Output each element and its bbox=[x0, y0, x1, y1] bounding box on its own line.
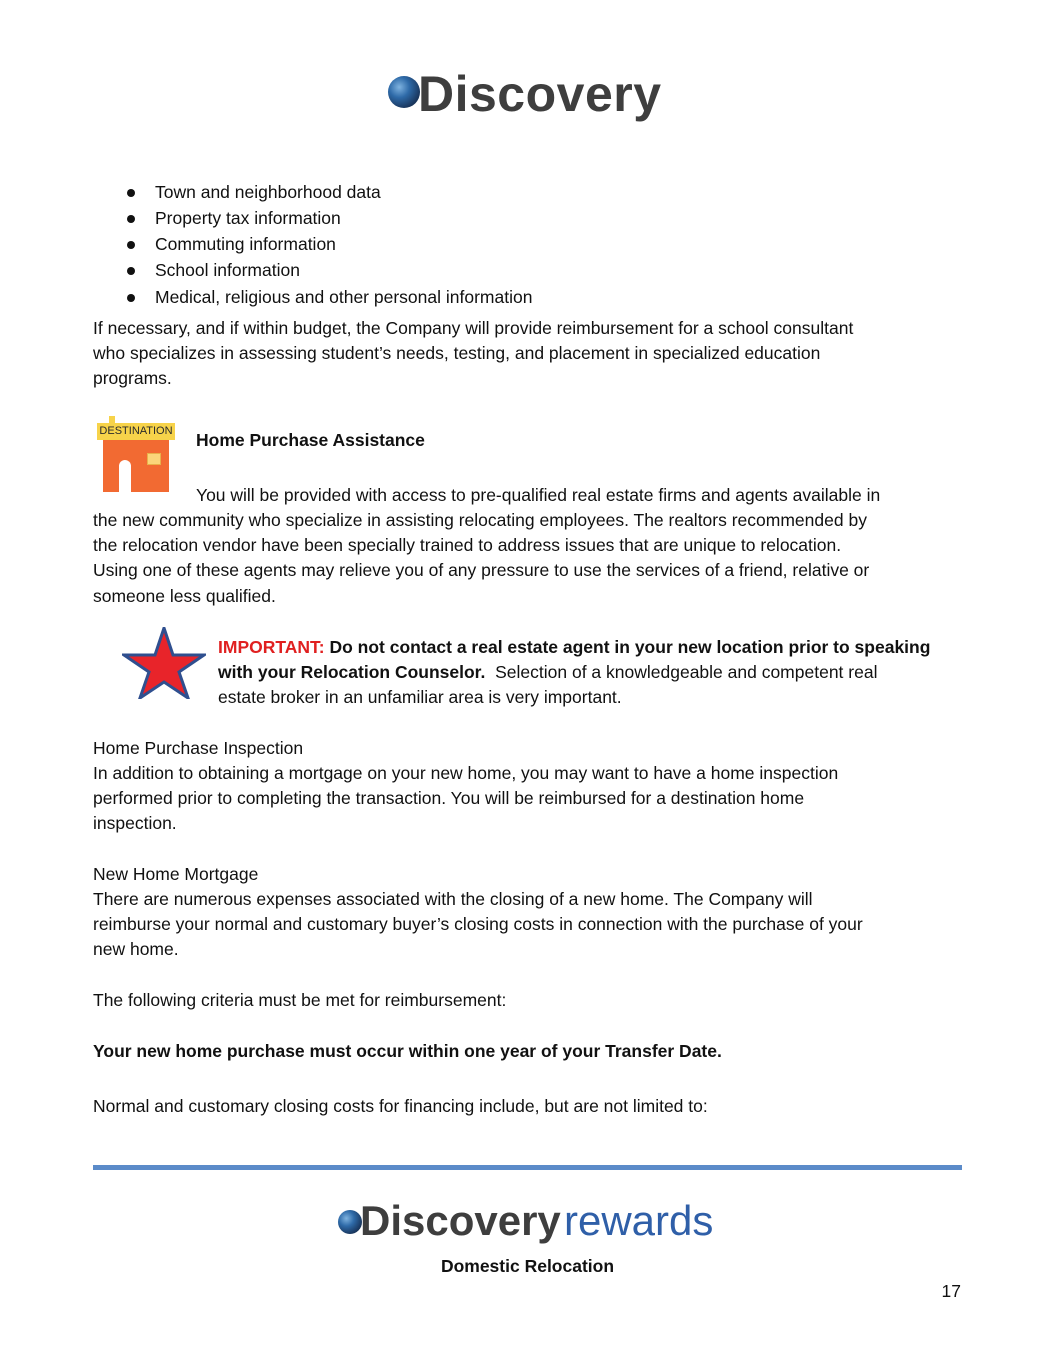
bullet-icon bbox=[127, 215, 135, 223]
window-icon bbox=[147, 453, 161, 465]
criteria-requirement: Your new home purchase must occur within one year of your Transfer Date. bbox=[93, 1041, 722, 1061]
globe-icon bbox=[388, 76, 420, 108]
destination-house-icon bbox=[95, 416, 179, 496]
closing-costs-intro: Normal and customary closing costs for financing include, but are not limited to: bbox=[93, 1096, 708, 1116]
logo-wordmark: Discovery bbox=[418, 66, 662, 122]
globe-icon bbox=[338, 1210, 362, 1234]
footer-divider bbox=[93, 1165, 962, 1170]
bullet-icon bbox=[127, 189, 135, 197]
star-icon bbox=[122, 627, 206, 699]
section-heading-home-purchase-assistance: Home Purchase Assistance bbox=[196, 430, 425, 450]
bullet-icon bbox=[127, 267, 135, 275]
footer-caption: Domestic Relocation bbox=[440, 1256, 615, 1276]
door-icon bbox=[119, 460, 131, 492]
bullet-icon bbox=[127, 241, 135, 249]
section-heading-mortgage: New Home Mortgage bbox=[93, 864, 259, 884]
destination-label: DESTINATION bbox=[97, 423, 175, 440]
criteria-intro: The following criteria must be met for reimbursement: bbox=[93, 990, 507, 1010]
footer-logo-word-discovery: Discovery bbox=[360, 1197, 561, 1244]
section-heading-inspection: Home Purchase Inspection bbox=[93, 738, 304, 758]
important-label: IMPORTANT: bbox=[218, 637, 325, 657]
footer-logo-word-rewards: rewards bbox=[564, 1197, 714, 1244]
discovery-rewards-logo bbox=[336, 1198, 726, 1244]
discovery-logo bbox=[388, 62, 678, 128]
page-number: 17 bbox=[941, 1281, 961, 1301]
bullet-icon bbox=[127, 294, 135, 302]
